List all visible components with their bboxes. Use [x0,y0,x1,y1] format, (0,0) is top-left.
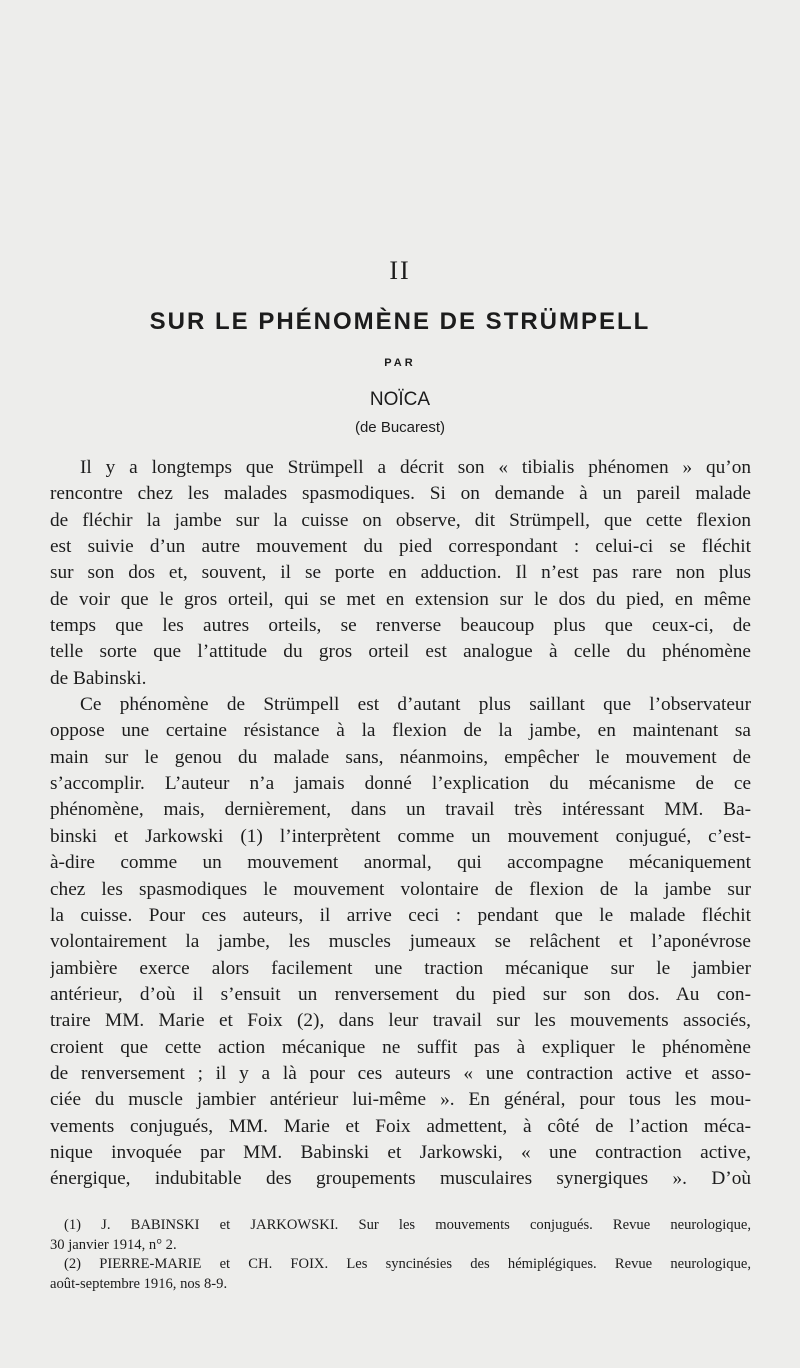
section-number: II [389,256,411,285]
text-line: de Babinski. [50,667,147,689]
footnote-line: 30 janvier 1914, n° 2. [50,1236,177,1253]
text-line: croient que cette action mécanique ne suffit pas à expliquer le phénomène [50,1036,751,1058]
text-line: Il y a longtemps que Strümpell a décrit son « tibialis phénomen » qu’on [80,457,751,478]
author-affiliation: (de Bucarest) [354,419,446,436]
footnotes [50,1216,751,1294]
text-line: jambière exerce alors facilement une traction mécanique sur le jambier [50,957,751,979]
text-line: telle sorte que l’attitude du gros orteil est analogue à celle du phénomène [50,641,751,663]
text-line: Ce phénomène de Strümpell est d’autant plus saillant que l’observateur [80,694,751,716]
text-line: est suivie d’un autre mouvement du pied correspondant : celui-ci se fléchit [50,536,751,558]
author-name: NOÏCA [369,389,431,410]
body-text [50,455,751,1193]
text-line: main sur le genou du malade sans, néanmoins, empêcher le mouvement de [50,746,751,768]
text-line: de fléchir la jambe sur la cuisse on observe, dit Strümpell, que cette flexion [50,509,751,531]
text-line: vements conjugués, MM. Marie et Foix admettent, à côté de l’action méca- [50,1115,751,1137]
text-line: traire MM. Marie et Foix (2), dans leur travail sur les mouvements associés, [50,1010,751,1032]
footnote-line: (2) PIERRE-MARIE et CH. FOIX. Les syncinésies des hémiplégiques. Revue neurologique, [64,1256,751,1272]
text-line: de renversement ; il y a là pour ces auteurs « une contraction active et asso- [50,1062,751,1084]
text-line: antérieur, d’où il s’ensuit un renversement du pied sur son dos. Au con- [50,983,751,1005]
text-line: à-dire comme un mouvement anormal, qui accompagne mécaniquement [50,852,751,874]
text-line: temps que les autres orteils, se renverse beaucoup plus que ceux-ci, de [50,615,751,637]
text-line: énergique, indubitable des groupements musculaires synergiques ». D’où [50,1168,751,1190]
text-line: volontairement la jambe, les muscles jumeaux se relâchent et l’aponévrose [50,931,751,953]
text-line: s’accomplir. L’auteur n’a jamais donné l’explication du mécanisme de ce [50,773,751,795]
text-line: binski et Jarkowski (1) l’interprètent comme un mouvement conjugué, c’est- [50,825,751,847]
footnote-line: août-septembre 1916, nos 8-9. [50,1275,228,1292]
text-line: phénomène, mais, dernièrement, dans un travail très intéressant MM. Ba- [50,799,751,821]
text-line: ciée du muscle jambier antérieur lui-même ». En général, pour tous les mou- [50,1089,751,1111]
text-line: de voir que le gros orteil, qui se met en extension sur le dos du pied, en même [50,588,751,610]
text-line: chez les spasmodiques le mouvement volontaire de flexion de la jambe sur [50,878,751,900]
text-line: sur son dos et, souvent, il se porte en adduction. Il n’est pas rare non plus [50,562,751,584]
by-label: PAR [384,357,416,369]
text-line: oppose une certaine résistance à la flexion de la jambe, en maintenant sa [50,720,751,742]
text-line: nique invoquée par MM. Babinski et Jarkowski, « une contraction active, [50,1141,751,1163]
article-title: SUR LE PHÉNOMÈNE DE STRÜMPELL [149,308,651,335]
footnote-line: (1) J. BABINSKI et JARKOWSKI. Sur les mouvements conjugués. Revue neurologique, [64,1217,751,1233]
text-line: la cuisse. Pour ces auteurs, il arrive ceci : pendant que le malade fléchit [50,904,751,926]
text-line: rencontre chez les malades spasmodiques. Si on demande à un pareil malade [50,483,751,505]
